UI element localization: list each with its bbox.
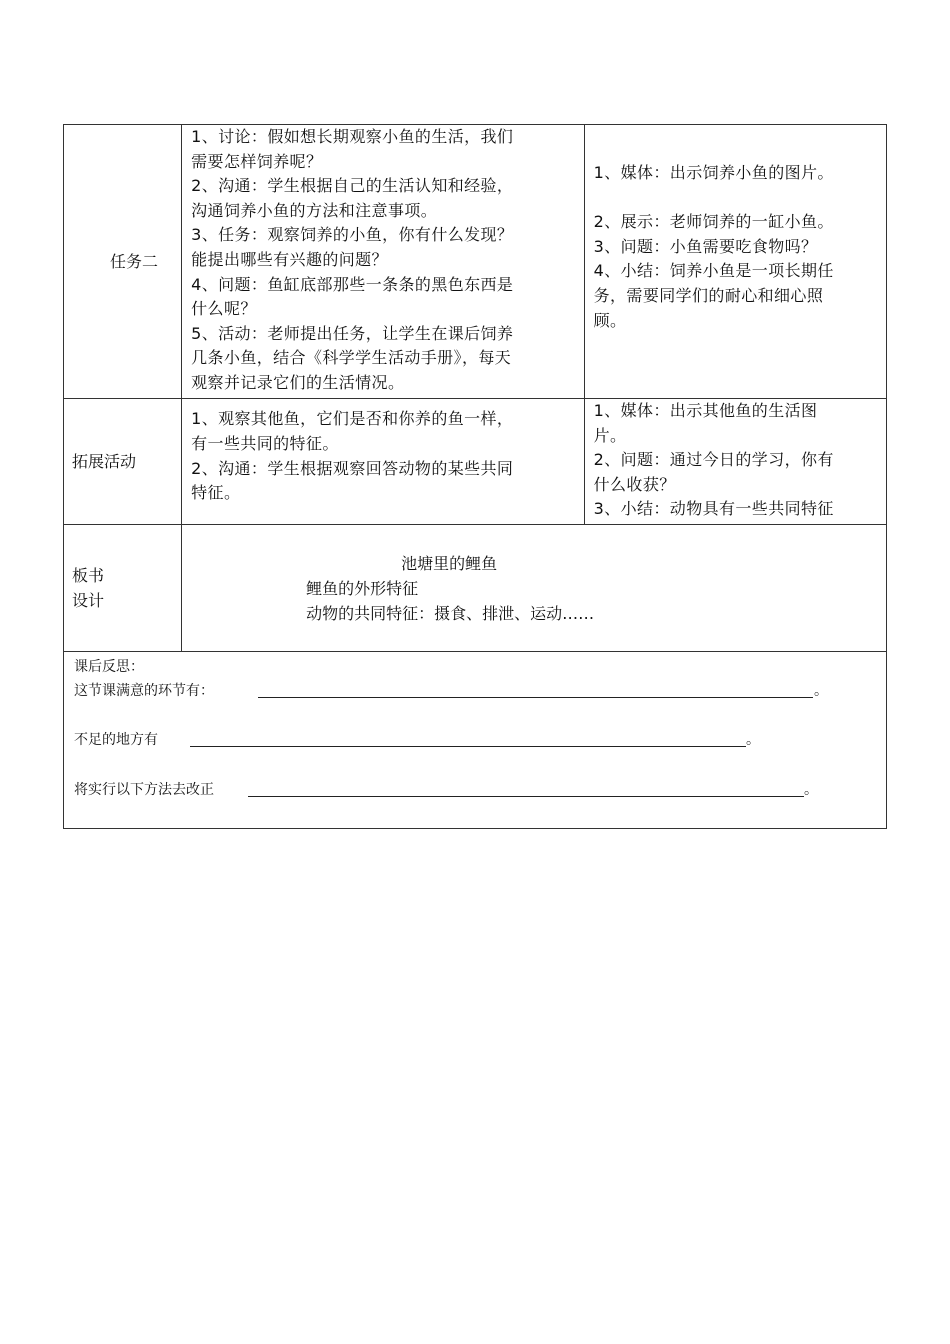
task2-student-line: 什么呢？: [191, 299, 257, 319]
extension-student-line: 1、观察其他鱼，它们是否和你养的鱼一样，: [191, 409, 514, 429]
extension-student-line: 2、沟通：学生根据观察回答动物的某些共同: [191, 458, 514, 478]
extension-teacher-line: 2、问题：通过今日的学习，你有: [593, 450, 834, 470]
task2-student-activities: [182, 125, 583, 396]
task2-teacher-line: 2、展示：老师饲养的一缸小鱼。: [593, 212, 834, 232]
task2-teacher-line: 顾。: [593, 310, 627, 330]
task2-label-cell: [64, 125, 182, 399]
task2-student-line: 2、沟通：学生根据自己的生活认知和经验，: [191, 176, 514, 196]
task2-label: 任务二: [110, 252, 159, 271]
board-design: [182, 525, 886, 651]
board-line-features: 鲤鱼的外形特征: [306, 579, 419, 598]
extension-teacher-activities: [585, 399, 886, 522]
reflection-satisfied-period: 。: [814, 683, 828, 699]
task2-row: [64, 125, 887, 399]
board-content-cell: [182, 525, 887, 652]
task2-teacher-line: 1、媒体：出示饲养小鱼的图片。: [593, 163, 834, 182]
task2-teacher-line: 4、小结：饲养小鱼是一项长期任: [593, 261, 834, 281]
reflection-insufficient-period: 。: [746, 732, 760, 748]
reflection-row: [64, 652, 887, 829]
reflection-satisfied-line: [74, 681, 834, 701]
extension-label-cell: [64, 399, 182, 525]
task2-student-line: 观察并记录它们的生活情况。: [191, 372, 405, 392]
extension-teacher-line: 3、小结：动物具有一些共同特征: [593, 499, 834, 519]
extension-student-line: 特征。: [191, 483, 241, 503]
task2-student-cell: [182, 125, 584, 399]
extension-label: 拓展活动: [72, 452, 137, 471]
task2-student-line: 几条小鱼，结合《科学学生活动手册》，每天: [191, 348, 512, 368]
board-label-line2: 设计: [72, 591, 105, 610]
task2-teacher-cell: [584, 125, 886, 399]
task2-student-line: 3、任务：观察饲养的小鱼，你有什么发现？: [191, 225, 514, 245]
board-label-line1: 板书: [72, 566, 105, 585]
task2-student-line: 需要怎样饲养呢？: [191, 151, 323, 171]
reflection-improve-period: 。: [804, 782, 818, 798]
task2-student-line: 沟通饲养小鱼的方法和注意事项。: [191, 200, 438, 220]
reflection-insufficient-label: 不足的地方有: [74, 732, 158, 748]
task2-teacher-gap: [594, 186, 880, 211]
extension-student-cell: [182, 399, 584, 525]
board-label-cell: [64, 525, 182, 652]
task2-student-line: 4、问题：鱼缸底部那些一条条的黑色东西是: [191, 274, 514, 294]
extension-teacher-cell: [584, 399, 886, 525]
task2-teacher-activities: [585, 125, 886, 333]
extension-row: [64, 399, 887, 525]
task2-student-line: 1、讨论：假如想长期观察小鱼的生活，我们: [191, 127, 514, 146]
extension-teacher-line: 1、媒体：出示其他鱼的生活图: [593, 401, 818, 420]
task2-student-line: 5、活动：老师提出任务，让学生在课后饲养: [191, 323, 514, 343]
extension-student-activities: [182, 407, 583, 515]
board-title: 池塘里的鲤鱼: [401, 554, 498, 573]
reflection-cell: [64, 652, 887, 829]
reflection-insufficient-blank[interactable]: [190, 746, 746, 747]
reflection-title: 课后反思：: [74, 659, 144, 675]
reflection-improve-blank[interactable]: [248, 796, 804, 797]
extension-student-line: 有一些共同的特征。: [191, 433, 339, 453]
reflection-satisfied-label: 这节课满意的环节有：: [74, 683, 214, 699]
board-line-common: 动物的共同特征：摄食、排泄、运动……: [306, 604, 595, 623]
board-row: [64, 525, 887, 652]
reflection-insufficient-line: [74, 730, 834, 750]
reflection-satisfied-blank[interactable]: [258, 697, 813, 698]
lesson-plan-table: [63, 124, 887, 829]
board-label: [64, 563, 181, 613]
reflection-improve-line: [74, 780, 834, 800]
task2-teacher-line: 3、问题：小鱼需要吃食物吗？: [593, 236, 818, 256]
extension-teacher-line: 什么收获？: [593, 474, 676, 494]
reflection-section: [64, 652, 886, 828]
extension-teacher-line: 片。: [593, 425, 627, 445]
task2-teacher-line: 务，需要同学们的耐心和细心照: [593, 285, 824, 305]
task2-student-line: 能提出哪些有兴趣的问题？: [191, 249, 388, 269]
reflection-improve-label: 将实行以下方法去改正: [74, 782, 214, 798]
